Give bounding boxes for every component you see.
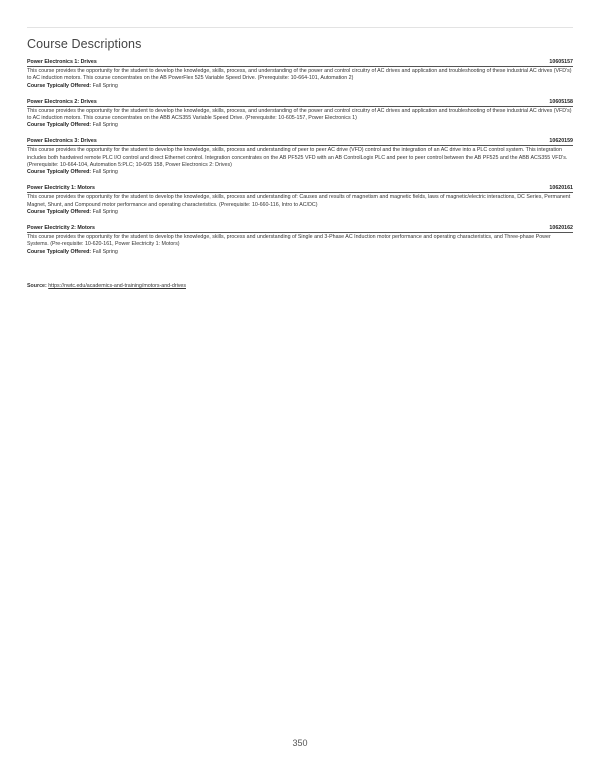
top-divider (27, 27, 573, 28)
course-name: Power Electronics 1: Drives (27, 59, 97, 65)
course-code: 10620161 (549, 185, 573, 192)
course-offered (27, 83, 573, 90)
offered-value: Fall Spring (92, 122, 118, 129)
course-code: 10620159 (549, 138, 573, 145)
offered-label: Course Typically Offered: (27, 122, 92, 129)
offered-value: Fall Spring (92, 169, 118, 176)
course-header (27, 99, 573, 107)
course-list (27, 59, 573, 264)
course-header (27, 138, 573, 146)
course-offered (27, 169, 573, 176)
course-code: 10620162 (549, 224, 573, 231)
course-header (27, 185, 573, 193)
course-entry (27, 185, 573, 216)
course-name: Power Electricity 2: Motors (27, 224, 95, 231)
offered-label: Course Typically Offered: (27, 248, 92, 255)
course-entry (27, 138, 573, 176)
offered-label: Course Typically Offered: (27, 82, 92, 89)
course-entry (27, 99, 573, 130)
course-name: Power Electronics 3: Drives (27, 138, 97, 145)
course-description: This course provides the opportunity for the student to develop the knowledge, skills, process and understanding of Single and 3-Phase AC Induction motor performance and operating characteristics, and Three-phase Power Systems. (Pre-requisite: 10-620-161, Power Electricity 1: Motors) (27, 233, 551, 248)
offered-value: Fall Spring (92, 248, 118, 255)
offered-value: Fall Spring (92, 209, 118, 216)
course-offered (27, 209, 573, 216)
page-title: Course Descriptions (27, 37, 142, 51)
offered-label: Course Typically Offered: (27, 209, 92, 216)
course-description: This course provides the opportunity for the student to develop the knowledge, skills, process and understanding of peer to peer AC drive (VFD) control and the integration of an AC drive into a PLC control system. This integration includes both hardwired remote PLC I/O control and direct Ethernet control. Integration concentrates on the AB PF525 VFD with an AB ControlLogix PLC and peer to peer control between the AB PF525 and the ABB ACS355 VFD's. (Prerequisite: 10-664-104, Automation 5:PLC; 10-605 158, Power Electronics 2: Drives) (27, 147, 568, 169)
course-name: Power Electricity 1: Motors (27, 185, 95, 192)
course-name: Power Electronics 2: Drives (27, 98, 97, 105)
course-code: 10605158 (549, 98, 573, 105)
course-entry (27, 225, 573, 256)
course-header (27, 225, 573, 233)
course-description: This course provides the opportunity for the student to develop the knowledge, skills, process and understanding of: Causes and results of magnetism and magnetic fields, laws of magnetic/electric interactions, DC Series, Permanent Magnet, Shunt, and Compound motor performance and operating characteristics. (Prerequisite: 10-660-116, Intro to AC/DC) (27, 194, 571, 208)
source-link[interactable]: https://nwtc.edu/academics-and-training/motors-and-drives (48, 283, 186, 289)
source-line (27, 283, 186, 289)
offered-label: Course Typically Offered: (27, 169, 92, 176)
course-header (27, 59, 573, 67)
course-offered (27, 122, 573, 129)
source-label: Source: (27, 283, 47, 289)
course-code: 10605157 (549, 59, 573, 65)
course-entry (27, 59, 573, 90)
course-offered (27, 249, 573, 256)
course-description: This course provides the opportunity for the student to develop the knowledge, skills, process, and understanding of the power and control circuitry of AC drives and application and troubleshooting of these industrial AC drives (VFD's) to AC induction motors. This course concentrates on the AB PowerFlex 525 Variable Speed Drive. (Prerequisite: 10-664-101, Automation 2) (27, 68, 572, 82)
offered-value: Fall Spring (92, 82, 118, 89)
page-number: 350 (292, 738, 308, 748)
course-description: This course provides the opportunity for the student to develop the knowledge, skills, process, and understanding of the power and control circuitry of AC drives and application and troubleshooting of these industrial AC drives (VFD's) to AC induction motors. This course concentrates on the ABB ACS355 Variable Speed Drive. (Prerequisite: 10-605-157, Power Electronics 1) (27, 107, 572, 122)
